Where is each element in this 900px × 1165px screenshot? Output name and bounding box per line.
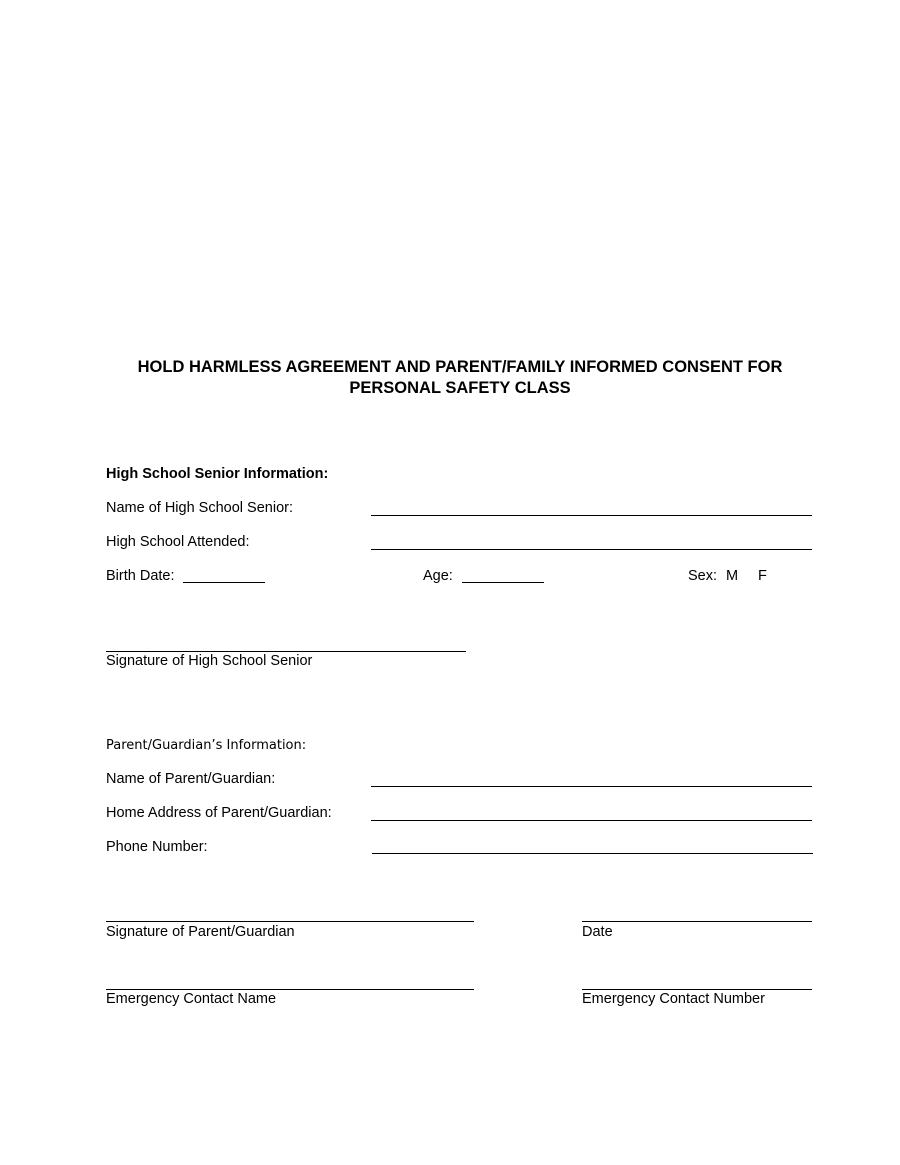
age-field[interactable]: [462, 582, 544, 583]
date-label: Date: [582, 924, 613, 940]
parent-name-field[interactable]: [371, 786, 812, 787]
senior-section-heading: High School Senior Information:: [106, 466, 329, 482]
form-title-line-1: HOLD HARMLESS AGREEMENT AND PARENT/FAMILY INFORMED CONSENT FOR: [137, 358, 783, 376]
sex-option-m[interactable]: M: [726, 568, 739, 584]
emergency-contact-number-label: Emergency Contact Number: [582, 991, 765, 1007]
emergency-contact-name-label: Emergency Contact Name: [106, 991, 277, 1007]
date-field[interactable]: [582, 921, 812, 922]
phone-number-label: Phone Number:: [106, 839, 208, 855]
senior-signature-field[interactable]: [106, 651, 466, 652]
parent-signature-label: Signature of Parent/Guardian: [106, 924, 295, 940]
high-school-label: High School Attended:: [106, 534, 250, 550]
parent-address-field[interactable]: [371, 820, 812, 821]
emergency-contact-name-field[interactable]: [106, 989, 474, 990]
sex-label: Sex:: [688, 568, 718, 584]
form-title-line-2: PERSONAL SAFETY CLASS: [349, 379, 571, 397]
parent-name-label: Name of Parent/Guardian:: [106, 771, 276, 787]
parent-signature-field[interactable]: [106, 921, 474, 922]
emergency-contact-number-field[interactable]: [582, 989, 812, 990]
senior-signature-label: Signature of High School Senior: [106, 653, 313, 669]
age-label: Age:: [423, 568, 453, 584]
high-school-field[interactable]: [371, 549, 812, 550]
birth-date-label: Birth Date:: [106, 568, 175, 584]
senior-name-label: Name of High School Senior:: [106, 500, 293, 516]
birth-date-field[interactable]: [183, 582, 265, 583]
senior-name-field[interactable]: [371, 515, 812, 516]
sex-option-f[interactable]: F: [758, 568, 767, 584]
parent-address-label: Home Address of Parent/Guardian:: [106, 805, 332, 821]
parent-section-heading: Parent/Guardian’s Information:: [106, 738, 307, 753]
phone-number-field[interactable]: [372, 853, 813, 854]
